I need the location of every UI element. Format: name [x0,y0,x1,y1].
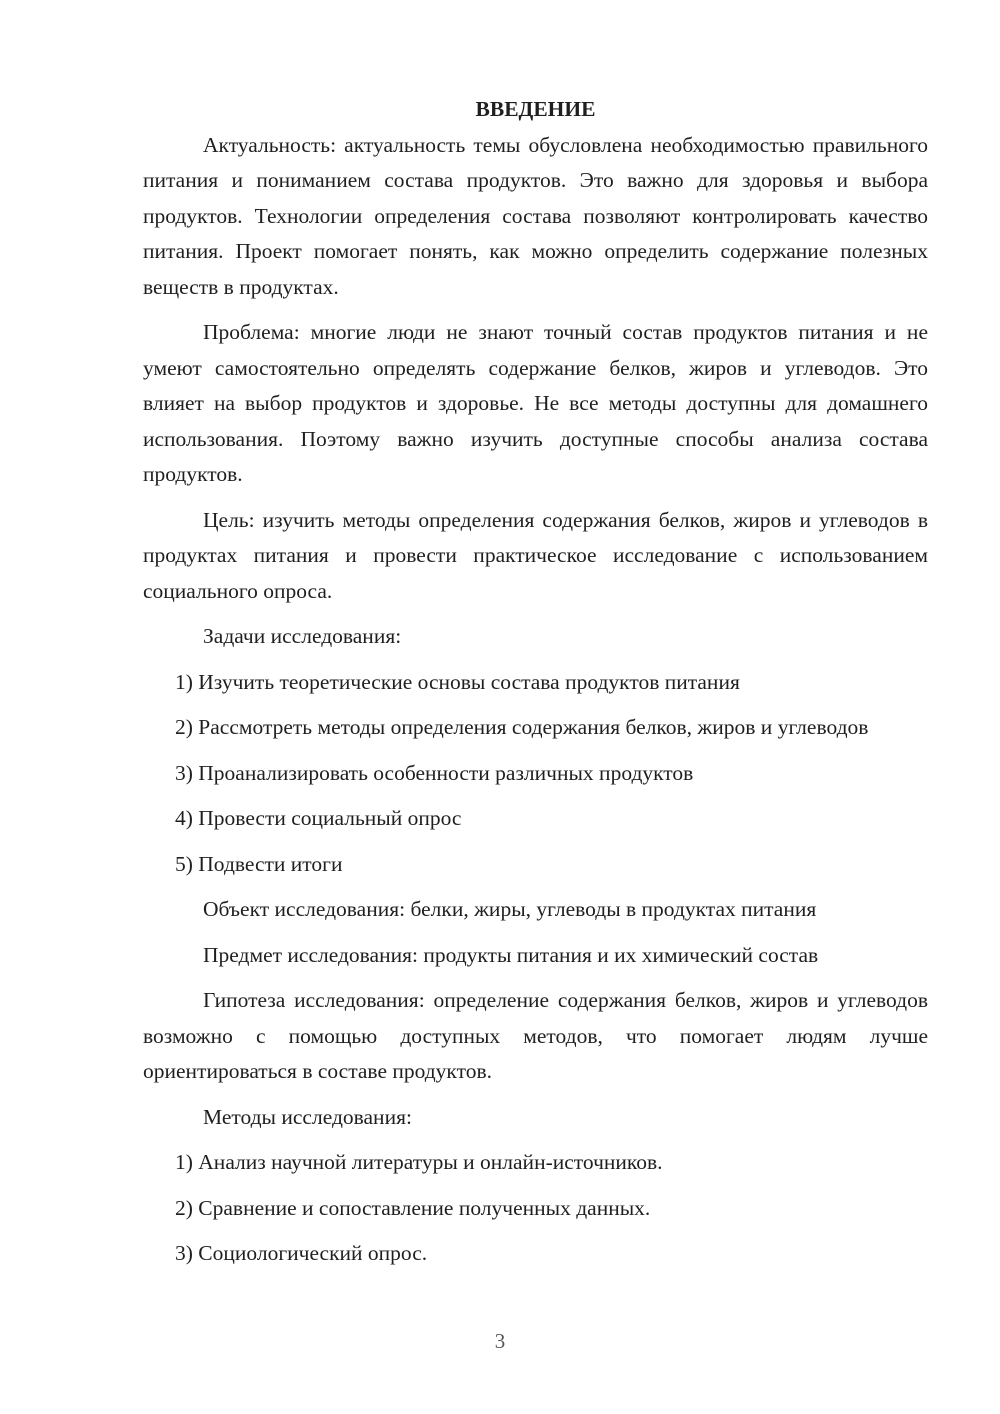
method-item: 1) Анализ научной литературы и онлайн-источников. [175,1150,663,1174]
task-item: 4) Провести социальный опрос [175,806,462,830]
method-item: 3) Социологический опрос. [175,1241,428,1265]
section-heading: ВВЕДЕНИЕ [475,97,596,121]
page-content [143,92,928,1272]
task-item: 2) Рассмотреть методы определения содержания белков, жиров и углеводов [175,715,869,739]
object-paragraph: Объект исследования: белки, жиры, углеводы в продуктах питания [203,897,817,921]
hypothesis-paragraph: Гипотеза исследования: определение содержания белков, жиров и углеводов возможно с помощью доступных методов, что помогает людям лучше ориентироваться в составе продуктов. [143,988,928,1083]
page-number: 3 [494,1329,506,1353]
task-item: 1) Изучить теоретические основы состава продуктов питания [175,669,740,694]
subject-paragraph: Предмет исследования: продукты питания и их химический состав [203,942,819,967]
task-item: 3) Проанализировать особенности различных продуктов [175,760,694,785]
goal-paragraph: Цель: изучить методы определения содержания белков, жиров и углеводов в продуктах питания и провести практическое исследование с использованием социального опроса. [143,507,928,603]
problem-paragraph: Проблема: многие люди не знают точный состав продуктов питания и не умеют самостоятельно определять содержание белков, жиров и углеводов. Это влияет на выбор продуктов и здоровье. Не все методы доступны для домашнего использования. Поэтому важно изучить доступные способы анализа состава продуктов. [143,320,928,486]
method-item: 2) Сравнение и сопоставление полученных данных. [175,1195,651,1220]
relevance-paragraph: Актуальность: актуальность темы обусловлена необходимостью правильного питания и пониманием состава продуктов. Это важно для здоровья и выбора продуктов. Технологии определения состава позволяют контролировать качество питания. Проект помогает понять, как можно определить содержание полезных веществ в продуктах. [143,132,928,299]
task-item: 5) Подвести итоги [175,851,343,876]
methods-heading: Методы исследования: [203,1104,412,1129]
tasks-heading: Задачи исследования: [203,624,402,648]
